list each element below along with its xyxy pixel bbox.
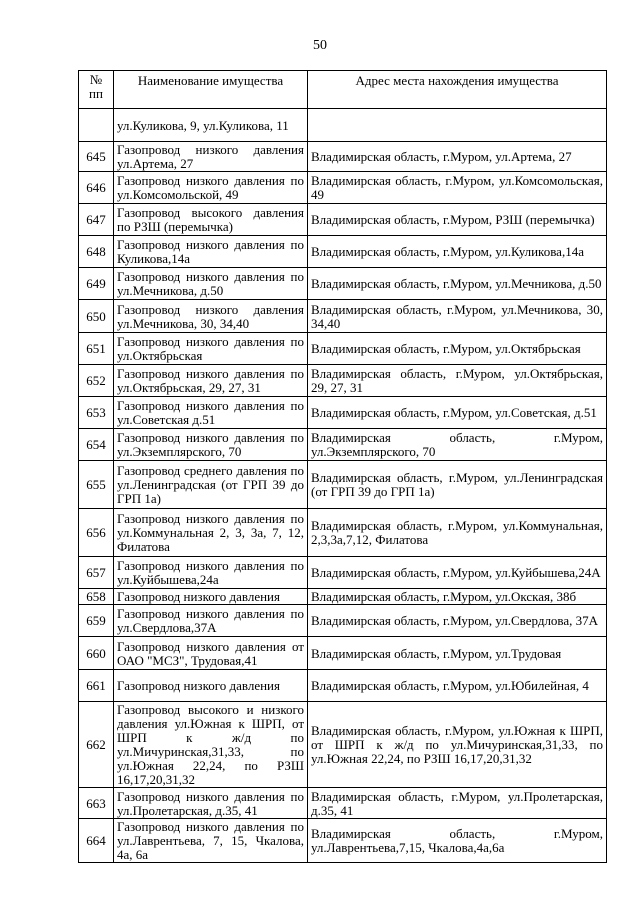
row-number: 662 [79,702,114,788]
row-property-name: Газопровод низкого давления от ОАО "МСЗ", Трудовая,41 [114,637,308,670]
row-property-name: Газопровод низкого давления по ул.Лаврентьева, 7, 15, Чкалова, 4а, 6а [114,819,308,863]
table-row [79,637,607,670]
table-header-row [79,71,607,109]
header-number [79,71,114,109]
row-property-address: Владимирская область, г.Муром, ул.Пролетарская, д.35, 41 [308,788,607,819]
row-property-name: Газопровод низкого давления по ул.Комсомольской, 49 [114,172,308,204]
row-property-address: Владимирская область, г.Муром, РЗШ (перемычка) [308,204,607,236]
table-row [79,605,607,637]
row-property-address: Владимирская область, г.Муром, ул.Трудовая [308,637,607,670]
row-property-name: Газопровод низкого давления по ул.Коммунальная 2, 3, 3а, 7, 12, Филатова [114,509,308,557]
row-number: 654 [79,429,114,461]
row-property-name: Газопровод высокого и низкого давления ул.Южная к ШРП, от ШРП к ж/д по ул.Мичуринская,31,33, по ул.Южная 22,24, по РЗШ 16,17,20,31,32 [114,702,308,788]
row-property-name: ул.Куликова, 9, ул.Куликова, 11 [114,109,308,142]
table-row [79,429,607,461]
row-property-name: Газопровод низкого давления по ул.Советская д.51 [114,397,308,429]
row-property-name: Газопровод низкого давления по ул.Октябрьская [114,333,308,365]
property-table [78,70,607,863]
row-number: 656 [79,509,114,557]
row-property-address: Владимирская область, г.Муром, ул.Южная к ШРП, от ШРП к ж/д по ул.Мичуринская,31,33, по ул.Южная 22,24, по РЗШ 16,17,20,31,32 [308,702,607,788]
row-number: 649 [79,268,114,300]
row-property-name: Газопровод низкого давления [114,670,308,702]
row-number: 651 [79,333,114,365]
row-property-address: Владимирская область, г.Муром, ул.Октябрьская, 29, 27, 31 [308,365,607,397]
table-row [79,268,607,300]
page-number: 50 [313,38,327,53]
table-row [79,509,607,557]
row-property-address: Владимирская область, г.Муром, ул.Свердлова, 37А [308,605,607,637]
header-number-abbr: пп [89,86,103,101]
table-row [79,236,607,268]
table-row [79,365,607,397]
table-row [79,589,607,605]
row-property-address: Владимирская область, г.Муром, ул.Юбилейная, 4 [308,670,607,702]
table-row [79,204,607,236]
table-row [79,819,607,863]
row-property-address: Владимирская область, г.Муром, ул.Коммунальная, 2,3,3а,7,12, Филатова [308,509,607,557]
row-number: 659 [79,605,114,637]
row-number: 657 [79,557,114,589]
row-number: 650 [79,300,114,333]
table-row [79,142,607,172]
row-property-name: Газопровод низкого давления по ул.Пролетарская, д.35, 41 [114,788,308,819]
row-property-name: Газопровод низкого давления [114,589,308,605]
table-row [79,557,607,589]
row-property-address [308,109,607,142]
row-property-address: Владимирская область, г.Муром, ул.Лаврентьева,7,15, Чкалова,4а,6а [308,819,607,863]
row-property-name: Газопровод низкого давления по ул.Экземплярского, 70 [114,429,308,461]
row-number: 658 [79,589,114,605]
row-property-address: Владимирская область, г.Муром, ул.Комсомольская, 49 [308,172,607,204]
table-row [79,702,607,788]
row-property-name: Газопровод низкого давления ул.Мечникова, 30, 34,40 [114,300,308,333]
row-number: 664 [79,819,114,863]
row-number [79,109,114,142]
table-row [79,172,607,204]
row-number: 646 [79,172,114,204]
row-property-name: Газопровод низкого давления ул.Артема, 27 [114,142,308,172]
row-number: 663 [79,788,114,819]
row-property-address: Владимирская область, г.Муром, ул.Октябрьская [308,333,607,365]
table-row [79,300,607,333]
row-number: 653 [79,397,114,429]
row-number: 661 [79,670,114,702]
table-row [79,788,607,819]
row-property-name: Газопровод среднего давления по ул.Ленинградская (от ГРП 39 до ГРП 1а) [114,461,308,509]
header-property-address: Адрес места нахождения имущества [308,71,607,109]
row-property-address: Владимирская область, г.Муром, ул.Мечникова, д.50 [308,268,607,300]
row-property-address: Владимирская область, г.Муром, ул.Окская, 38б [308,589,607,605]
row-property-name: Газопровод низкого давления по ул.Октябрьская, 29, 27, 31 [114,365,308,397]
row-property-address: Владимирская область, г.Муром, ул.Артема, 27 [308,142,607,172]
row-property-name: Газопровод низкого давления по Куликова,14а [114,236,308,268]
row-property-address: Владимирская область, г.Муром, ул.Советская, д.51 [308,397,607,429]
row-property-address: Владимирская область, г.Муром, ул.Ленинградская (от ГРП 39 до ГРП 1а) [308,461,607,509]
row-number: 655 [79,461,114,509]
table-row [79,397,607,429]
table-row [79,461,607,509]
table-row [79,109,607,142]
table-row [79,333,607,365]
row-property-name: Газопровод низкого давления по ул.Мечникова, д.50 [114,268,308,300]
row-number: 645 [79,142,114,172]
header-property-name: Наименование имущества [114,71,308,109]
row-property-name: Газопровод низкого давления по ул.Свердлова,37А [114,605,308,637]
row-property-address: Владимирская область, г.Муром, ул.Мечникова, 30, 34,40 [308,300,607,333]
row-property-address: Владимирская область, г.Муром, ул.Куликова,14а [308,236,607,268]
row-number: 652 [79,365,114,397]
row-property-address: Владимирская область, г.Муром, ул.Куйбышева,24А [308,557,607,589]
table-body [79,109,607,863]
row-number: 648 [79,236,114,268]
row-property-name: Газопровод низкого давления по ул.Куйбышева,24а [114,557,308,589]
row-number: 660 [79,637,114,670]
header-number-sign: № [89,72,103,87]
row-number: 647 [79,204,114,236]
table-row [79,670,607,702]
row-property-name: Газопровод высокого давления по РЗШ (перемычка) [114,204,308,236]
row-property-address: Владимирская область, г.Муром, ул.Экземплярского, 70 [308,429,607,461]
